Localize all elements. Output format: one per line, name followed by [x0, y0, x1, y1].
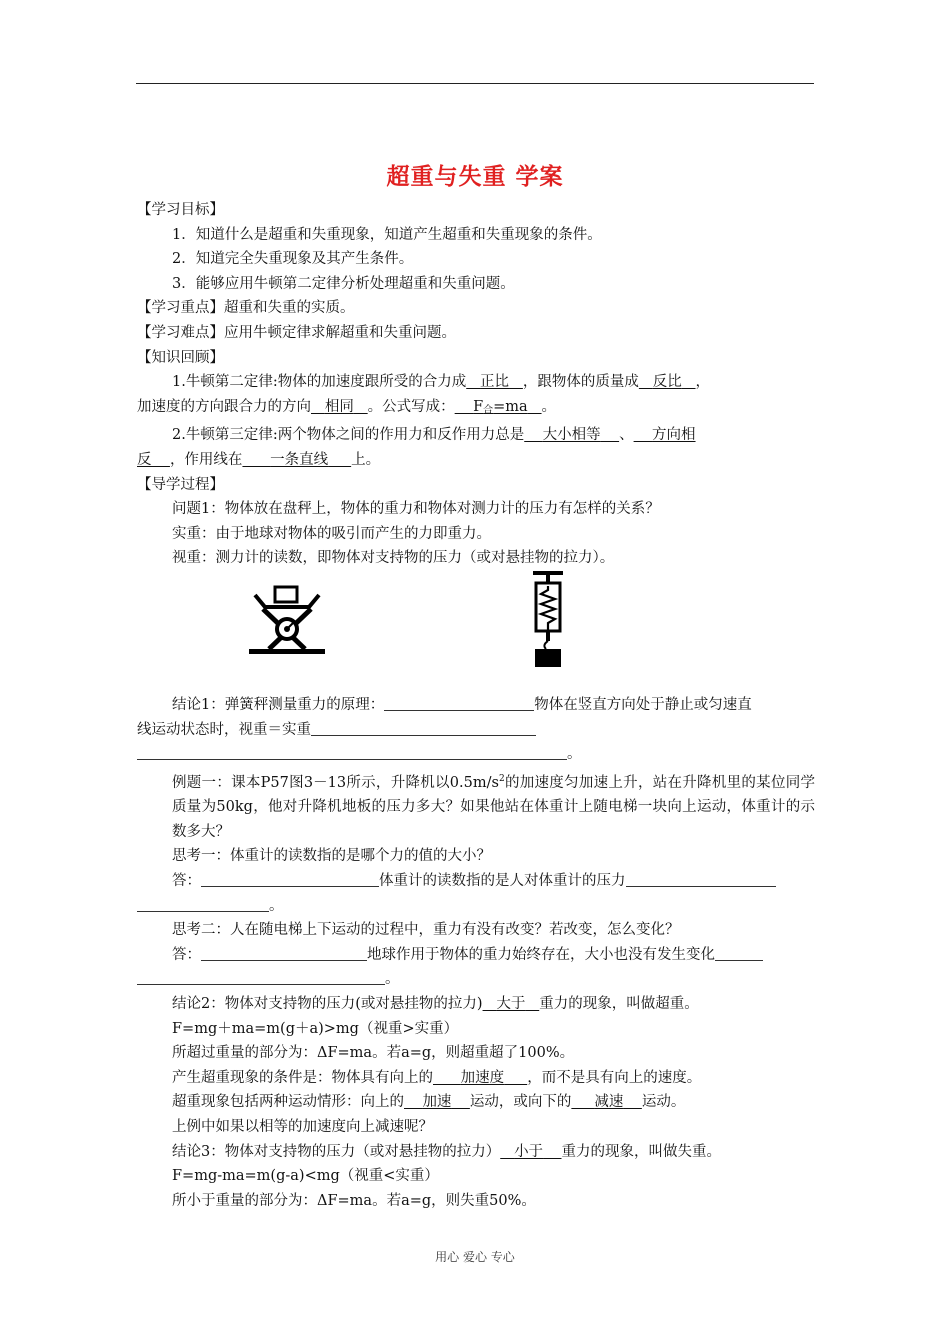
goal-1: 1．知道什么是超重和失重现象，知道产生超重和失重现象的条件。 [172, 226, 602, 243]
section-heading-difficult: 【学习难点】 [137, 324, 224, 341]
conclusion-3: 结论3：物体对支持物的压力（或对悬挂物的拉力） 小于 重力的现象，叫做失重。 [172, 1143, 721, 1160]
figures [137, 571, 815, 693]
section-heading-process: 【导学过程】 [137, 476, 224, 493]
section-heading-key: 【学习重点】 [137, 300, 224, 317]
page-title: 超重与失重 学案 [386, 164, 564, 190]
think-2-answer-cont: 。 [137, 967, 815, 992]
think-1-answer: 答： 体重计的读数指的是人对体重计的压力 [137, 869, 815, 894]
key-points: 【学习重点】超重和失重的实质。 [137, 300, 355, 317]
example-1: 例题一：课本P57图3－13所示，升降机以$0.5m/s^2$的加速度匀加速上升，站在升降机里的某位同学质量为50kg，他对升降机地板的压力多大？如果他站在体重计上随电梯一块向上运动，体重计的示数多大？ [172, 773, 815, 840]
conclusion-1-line2: 线运动状态时，视重＝实重 [137, 718, 815, 743]
conclusion-1-line3: 。 [137, 742, 815, 767]
overweight-amount: 所超过重量的部分为：ΔF=ma。若a=g，则超重超了100%。 [172, 1045, 575, 1062]
real-weight-def: 实重：由于地球对物体的吸引而产生的力即重力。 [172, 525, 491, 542]
conclusion-1-line1: 结论1：弹簧秤测量重力的原理： 物体在竖直方向处于静止或匀速直 [137, 693, 815, 718]
section-heading-review: 【知识回顾】 [137, 349, 224, 366]
platform-scale-icon [249, 585, 325, 655]
think-2: 思考二：人在随电梯上下运动的过程中，重力有没有改变？若改变，怎么变化？ [172, 922, 680, 939]
conclusion-2: 结论2：物体对支持物的压力(或对悬挂物的拉力) 大于 重力的现象，叫做超重。 [172, 996, 699, 1013]
section-heading-goals: 【学习目标】 [137, 202, 224, 218]
formula-overweight: F=mg＋ma=m(g＋a)>mg（视重>实重） [172, 1020, 459, 1037]
page-footer: 用心 爱心 专心 [435, 1250, 515, 1264]
think-1-answer-cont: 。 [137, 894, 815, 919]
think-2-answer: 答： 地球作用于物体的重力始终存在，大小也没有发生变化 [137, 943, 815, 968]
header-rule [136, 83, 814, 84]
document-body [137, 198, 815, 1213]
review-2-line2: 反 ，作用线在 一条直线 上。 [137, 451, 381, 468]
review-1-line1: 1.牛顿第二定律:物体的加速度跟所受的合力成 正比 ，跟物体的质量成 反比 ， [172, 374, 711, 391]
formula-underweight: F=mg-ma=m(g-a)<mg（视重<实重） [172, 1168, 439, 1185]
review-1-line2: 加速度的方向跟合力的方向 相同 。公式写成： $F_合=ma$ 。 [137, 398, 557, 416]
question-2: 上例中如果以相等的加速度向上减速呢？ [172, 1119, 433, 1135]
overweight-cases: 超重现象包括两种运动情形：向上的 加速 运动，或向下的 减速 运动。 [172, 1094, 686, 1111]
difficult-points: 【学习难点】应用牛顿定律求解超重和失重问题。 [137, 324, 456, 341]
question-1: 问题1：物体放在盘秤上，物体的重力和物体对测力计的压力有怎样的关系？ [172, 501, 660, 518]
overweight-condition: 产生超重现象的条件是：物体具有向上的 加速度 ，而不是具有向上的速度。 [172, 1069, 702, 1086]
review-2-line1: 2.牛顿第三定律:两个物体之间的作用力和反作用力总是 大小相等 、 方向相 [172, 427, 696, 444]
apparent-weight-def: 视重：测力计的读数，即物体对支持物的压力（或对悬挂物的拉力）。 [172, 550, 615, 567]
goal-2: 2．知道完全失重现象及其产生条件。 [172, 251, 414, 268]
think-1: 思考一：体重计的读数指的是哪个力的值的大小？ [172, 848, 491, 865]
spring-scale-icon [533, 571, 563, 667]
underweight-amount: 所小于重量的部分为：ΔF=ma。若a=g，则失重50%。 [172, 1192, 536, 1209]
goal-3: 3．能够应用牛顿第二定律分析处理超重和失重问题。 [172, 275, 515, 292]
